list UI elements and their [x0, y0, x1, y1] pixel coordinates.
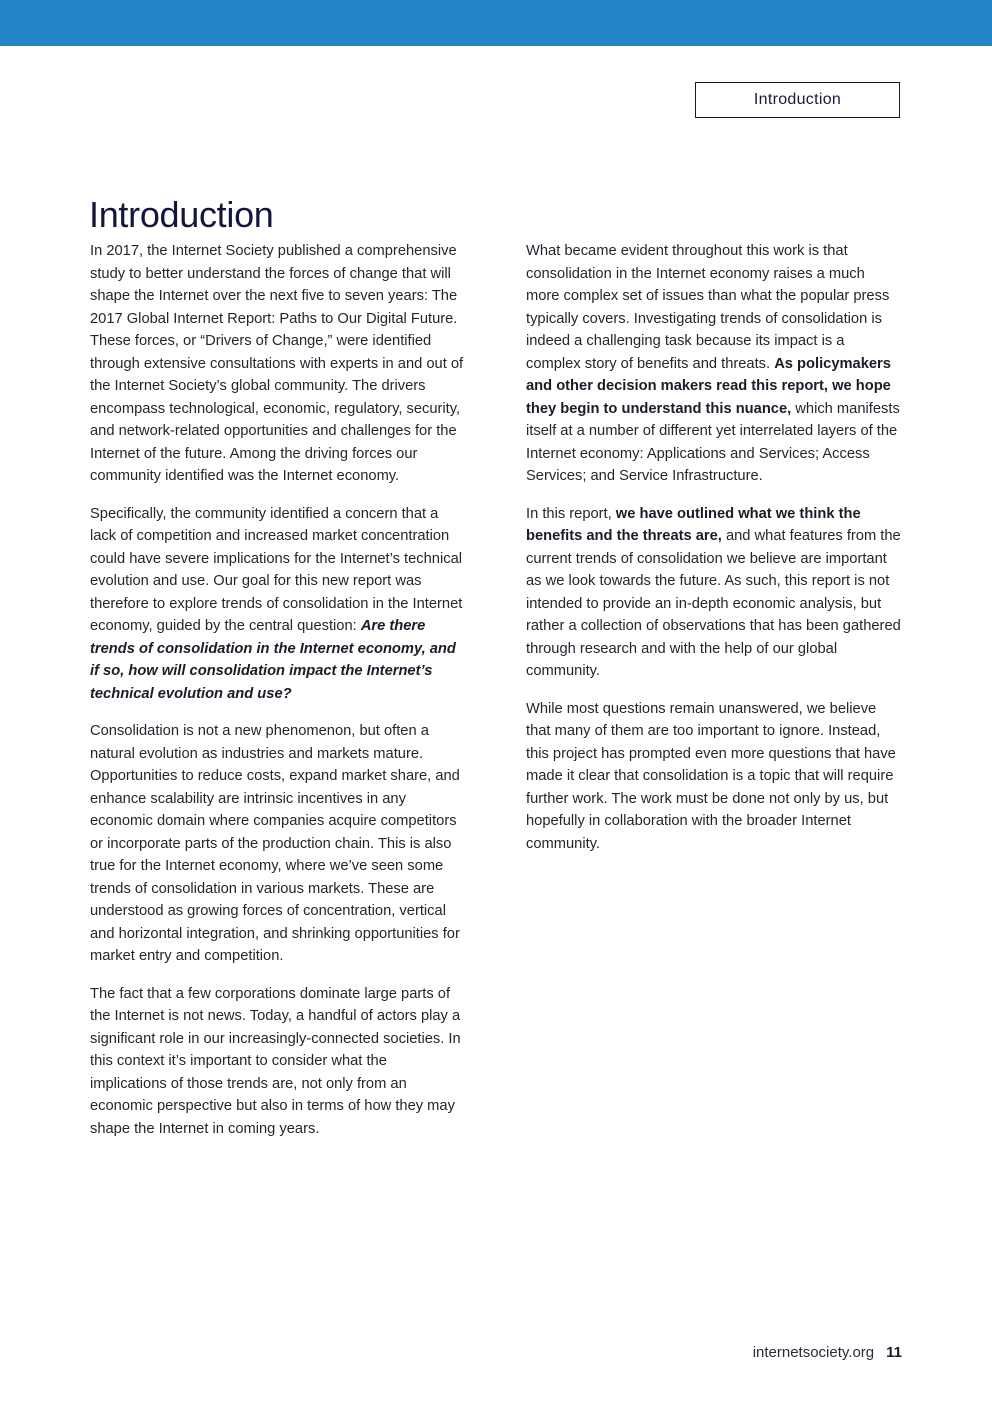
paragraph: Consolidation is not a new phenomenon, but often a natural evolution as industries and markets mature. Opportunities to reduce costs, expand market share, and enhance scalability are intrinsic incentives in any economic domain where companies acquire competitors or incorporate parts of the production chain. This is also true for the Internet economy, where we’ve seen some trends of consolidation in various markets. These are understood as growing forces of concentration, vertical and horizontal integration, and shrinking opportunities for market entry and competition.: [90, 723, 460, 964]
key-question: Are there trends of consolidation in the Internet economy, and if so, how will consolidation impact the Internet’s technical evolution and use?: [90, 618, 456, 702]
emphasis-text: As policymakers and other decision makers read this report, we hope they begin to understand this nuance,: [526, 355, 891, 417]
paragraph-text: which manifests itself at a number of different yet interrelated layers of the Internet economy: Applications and Services; Access Services; and Service Infrastructure.: [526, 400, 900, 484]
left-column: [90, 240, 466, 1155]
paragraph-text: In this report,: [526, 505, 616, 522]
emphasis-text: we have outlined what we think the benefits and the threats are,: [526, 505, 861, 544]
paragraph: [526, 240, 902, 488]
paragraph: [90, 503, 466, 706]
paragraph: While most questions remain unanswered, we believe that many of them are too important to ignore. Instead, this project has prompted even more questions that have made it clear that consolidation is a topic that will require further work. The work must be done not only by us, but hopefully in collaboration with the broader Internet community.: [526, 700, 896, 852]
paragraph-text: Specifically, the community identified a concern that a lack of competition and increased market concentration could have severe implications for the Internet’s technical evolution and use. Our goal for this new report was therefore to explore trends of consolidation in the Internet economy, guided by the central question:: [90, 505, 463, 634]
paragraph: The fact that a few corporations dominate large parts of the Internet is not news. Today, a handful of actors play a significant role in our increasingly-connected societies. In this context it’s important to consider what the implications of those trends are, not only from an economic perspective but also in terms of how they may shape the Internet in coming years.: [90, 985, 461, 1137]
page-footer: [753, 1344, 902, 1361]
paragraph: [526, 503, 902, 683]
top-color-bar: [0, 0, 992, 46]
paragraph-text: and what features from the current trends of consolidation we believe are important as we look towards the future. As such, this report is not intended to provide an in-depth economic analysis, but rather a collection of observations that has been gathered through research and with the help of our global community.: [526, 528, 901, 679]
section-tab: Introduction: [695, 82, 900, 118]
page-title: Introduction: [89, 194, 274, 235]
footer-site-link[interactable]: internetsociety.org: [752, 1344, 875, 1361]
paragraph-text: What became evident throughout this work is that consolidation in the Internet economy raises a much more complex set of issues than what the popular press typically covers. Investigating trends of consolidation is indeed a challenging task because its impact is a complex story of benefits and threats.: [526, 243, 890, 372]
paragraph: In 2017, the Internet Society published a comprehensive study to better understand the forces of change that will shape the Internet over the next five to seven years: The 2017 Global Internet Report: Paths to Our Digital Future. These forces, or “Drivers of Change,” were identified through extensive consultations with experts in and out of the Internet Society’s global community. The drivers encompass technological, economic, regulatory, security, and network-related opportunities and challenges for the Internet of the future. Among the driving forces our community identified was the Internet economy.: [90, 243, 464, 484]
page-number: 11: [886, 1344, 902, 1361]
right-column: [526, 240, 902, 870]
